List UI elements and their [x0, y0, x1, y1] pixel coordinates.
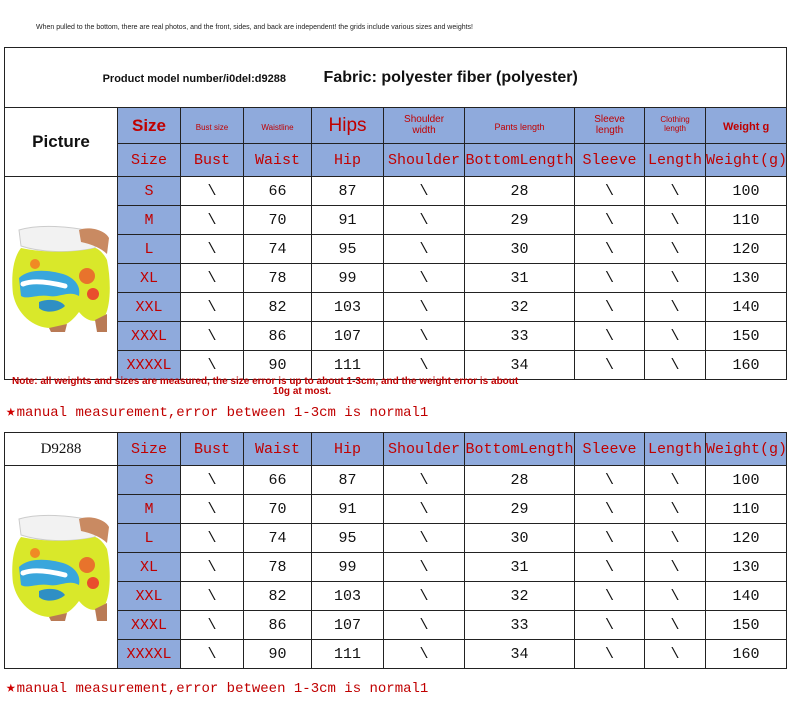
cell-length: \	[645, 264, 706, 293]
table-row	[5, 466, 787, 495]
table-row	[5, 264, 787, 293]
cell-length: \	[645, 466, 706, 495]
table-row	[5, 206, 787, 235]
cell-weight: 160	[706, 351, 787, 380]
header-sleeve-length: Sleeve length	[575, 108, 645, 144]
t2-header-size: Size	[118, 433, 181, 466]
top-note: When pulled to the bottom, there are real photos, and the front, sides, and back are independent! the grids include various sizes and weights!	[36, 24, 473, 31]
cell-size: L	[118, 524, 181, 553]
cell-waist: 70	[244, 206, 312, 235]
cell-weight: 100	[706, 177, 787, 206]
cell-size: XXXL	[118, 322, 181, 351]
cell-sleeve: \	[575, 177, 645, 206]
cell-bust: \	[181, 466, 244, 495]
t2-header-weight: Weight(g)	[706, 433, 787, 466]
star-note-text: manual measurement,error between 1-3cm is normal1	[16, 681, 429, 697]
table-row	[5, 495, 787, 524]
cell-hip: 99	[312, 553, 384, 582]
cell-sleeve: \	[575, 206, 645, 235]
cell-size: L	[118, 235, 181, 264]
cell-sleeve: \	[575, 351, 645, 380]
cell-shoulder: \	[384, 264, 465, 293]
t2-header-hip: Hip	[312, 433, 384, 466]
table-row	[5, 177, 787, 206]
cell-size: S	[118, 466, 181, 495]
cell-bottom: 29	[465, 206, 575, 235]
cell-shoulder: \	[384, 322, 465, 351]
header2-bust: Bust	[181, 144, 244, 177]
note-line-1: Note: all weights and sizes are measured, the size error is up to about 1-3cm, and the weight error is about	[12, 376, 519, 387]
header2-sleeve: Sleeve	[575, 144, 645, 177]
cell-waist: 90	[244, 351, 312, 380]
header2-weight: Weight(g)	[706, 144, 787, 177]
cell-size: M	[118, 206, 181, 235]
cell-waist: 74	[244, 524, 312, 553]
cell-shoulder: \	[384, 611, 465, 640]
t2-header-length: Length	[645, 433, 706, 466]
product-photo	[9, 513, 113, 621]
cell-sleeve: \	[575, 640, 645, 669]
cell-bottom: 34	[465, 351, 575, 380]
cell-weight: 100	[706, 466, 787, 495]
header2-hip: Hip	[312, 144, 384, 177]
cell-bust: \	[181, 293, 244, 322]
cell-size: XL	[118, 264, 181, 293]
cell-hip: 87	[312, 466, 384, 495]
cell-waist: 66	[244, 177, 312, 206]
cell-bust: \	[181, 582, 244, 611]
cell-size: XXXL	[118, 611, 181, 640]
cell-waist: 86	[244, 611, 312, 640]
cell-weight: 130	[706, 553, 787, 582]
cell-bottom: 30	[465, 235, 575, 264]
cell-length: \	[645, 553, 706, 582]
size-table-2	[4, 432, 787, 669]
cell-sleeve: \	[575, 293, 645, 322]
header-pants-length: Pants length	[465, 108, 575, 144]
t2-header-bottom-length: BottomLength	[465, 433, 575, 466]
header-hips: Hips	[312, 108, 384, 144]
cell-length: \	[645, 495, 706, 524]
cell-size: XXXXL	[118, 640, 181, 669]
cell-bust: \	[181, 351, 244, 380]
cell-weight: 110	[706, 495, 787, 524]
cell-weight: 140	[706, 582, 787, 611]
header-row-bottom	[5, 144, 787, 177]
header2-bottom-length: BottomLength	[465, 144, 575, 177]
cell-bottom: 31	[465, 264, 575, 293]
table-row	[5, 553, 787, 582]
cell-weight: 120	[706, 235, 787, 264]
cell-size: XL	[118, 553, 181, 582]
cell-waist: 82	[244, 293, 312, 322]
cell-waist: 70	[244, 495, 312, 524]
star-note-2	[6, 677, 428, 697]
cell-length: \	[645, 582, 706, 611]
cell-weight: 150	[706, 611, 787, 640]
cell-length: \	[645, 524, 706, 553]
cell-shoulder: \	[384, 582, 465, 611]
cell-bust: \	[181, 322, 244, 351]
cell-bottom: 33	[465, 611, 575, 640]
cell-bust: \	[181, 264, 244, 293]
cell-sleeve: \	[575, 264, 645, 293]
model-row	[5, 48, 787, 108]
header-weight: Weight g	[706, 108, 787, 144]
picture-header: Picture	[5, 108, 118, 177]
cell-hip: 111	[312, 351, 384, 380]
t2-header-sleeve: Sleeve	[575, 433, 645, 466]
cell-length: \	[645, 611, 706, 640]
cell-bottom: 31	[465, 553, 575, 582]
cell-shoulder: \	[384, 495, 465, 524]
header2-length: Length	[645, 144, 706, 177]
cell-bust: \	[181, 206, 244, 235]
t2-header-shoulder: Shoulder	[384, 433, 465, 466]
cell-waist: 82	[244, 582, 312, 611]
cell-length: \	[645, 640, 706, 669]
cell-hip: 95	[312, 524, 384, 553]
cell-hip: 111	[312, 640, 384, 669]
cell-length: \	[645, 206, 706, 235]
cell-sleeve: \	[575, 553, 645, 582]
cell-bottom: 34	[465, 640, 575, 669]
table-row	[5, 293, 787, 322]
cell-sleeve: \	[575, 495, 645, 524]
cell-sleeve: \	[575, 611, 645, 640]
cell-sleeve: \	[575, 235, 645, 264]
cell-size: S	[118, 177, 181, 206]
table-row	[5, 640, 787, 669]
note-line-2: 10g at most.	[272, 386, 332, 397]
header-row-top	[5, 108, 787, 144]
cell-weight: 130	[706, 264, 787, 293]
cell-waist: 90	[244, 640, 312, 669]
cell-bottom: 28	[465, 466, 575, 495]
cell-bottom: 29	[465, 495, 575, 524]
cell-shoulder: \	[384, 293, 465, 322]
cell-sleeve: \	[575, 322, 645, 351]
model-number-cell: Product model number/i0del:d9288	[5, 48, 384, 108]
cell-hip: 107	[312, 611, 384, 640]
cell-weight: 140	[706, 293, 787, 322]
cell-bust: \	[181, 524, 244, 553]
table2-header-row	[5, 433, 787, 466]
cell-length: \	[645, 177, 706, 206]
cell-waist: 74	[244, 235, 312, 264]
header-shoulder-width: Shoulder width	[384, 108, 465, 144]
cell-bottom: 28	[465, 177, 575, 206]
cell-sleeve: \	[575, 582, 645, 611]
header2-shoulder: Shoulder	[384, 144, 465, 177]
cell-shoulder: \	[384, 351, 465, 380]
measurement-note	[12, 377, 592, 397]
cell-bottom: 33	[465, 322, 575, 351]
cell-hip: 103	[312, 293, 384, 322]
cell-bust: \	[181, 611, 244, 640]
star-icon: ★	[6, 679, 16, 697]
cell-shoulder: \	[384, 640, 465, 669]
cell-waist: 86	[244, 322, 312, 351]
header2-waist: Waist	[244, 144, 312, 177]
cell-bust: \	[181, 640, 244, 669]
cell-sleeve: \	[575, 466, 645, 495]
cell-sleeve: \	[575, 524, 645, 553]
size-table-1	[4, 47, 787, 380]
header-size: Size	[118, 108, 181, 144]
cell-weight: 110	[706, 206, 787, 235]
cell-length: \	[645, 322, 706, 351]
cell-hip: 87	[312, 177, 384, 206]
cell-bottom: 32	[465, 582, 575, 611]
table2-label: D9288	[5, 433, 118, 466]
cell-bust: \	[181, 177, 244, 206]
cell-bust: \	[181, 495, 244, 524]
cell-hip: 107	[312, 322, 384, 351]
cell-bottom: 30	[465, 524, 575, 553]
table-row	[5, 524, 787, 553]
t2-header-waist: Waist	[244, 433, 312, 466]
cell-hip: 99	[312, 264, 384, 293]
cell-length: \	[645, 235, 706, 264]
header-waistline: Waistline	[244, 108, 312, 144]
cell-hip: 95	[312, 235, 384, 264]
table-row	[5, 582, 787, 611]
star-note-text: manual measurement,error between 1-3cm is normal1	[16, 405, 429, 421]
product-photo	[9, 224, 113, 332]
star-icon: ★	[6, 403, 16, 421]
cell-shoulder: \	[384, 466, 465, 495]
t1-picture-cell	[5, 177, 118, 380]
fabric-cell: Fabric: polyester fiber (polyester)	[384, 48, 787, 108]
t2-picture-cell	[5, 466, 118, 669]
t2-header-bust: Bust	[181, 433, 244, 466]
star-note-1	[6, 401, 428, 421]
cell-shoulder: \	[384, 177, 465, 206]
cell-size: M	[118, 495, 181, 524]
cell-waist: 78	[244, 553, 312, 582]
table-row	[5, 611, 787, 640]
cell-shoulder: \	[384, 553, 465, 582]
header2-size: Size	[118, 144, 181, 177]
cell-size: XXXXL	[118, 351, 181, 380]
table-row	[5, 235, 787, 264]
cell-weight: 160	[706, 640, 787, 669]
table-row	[5, 322, 787, 351]
cell-bottom: 32	[465, 293, 575, 322]
cell-length: \	[645, 351, 706, 380]
cell-weight: 120	[706, 524, 787, 553]
cell-waist: 66	[244, 466, 312, 495]
cell-bust: \	[181, 553, 244, 582]
cell-bust: \	[181, 235, 244, 264]
cell-size: XXL	[118, 582, 181, 611]
cell-shoulder: \	[384, 206, 465, 235]
cell-hip: 103	[312, 582, 384, 611]
header-bust-size: Bust size	[181, 108, 244, 144]
header-clothing-length: Clothing length	[645, 108, 706, 144]
cell-hip: 91	[312, 206, 384, 235]
cell-length: \	[645, 293, 706, 322]
cell-shoulder: \	[384, 524, 465, 553]
cell-weight: 150	[706, 322, 787, 351]
cell-waist: 78	[244, 264, 312, 293]
cell-shoulder: \	[384, 235, 465, 264]
cell-size: XXL	[118, 293, 181, 322]
cell-hip: 91	[312, 495, 384, 524]
